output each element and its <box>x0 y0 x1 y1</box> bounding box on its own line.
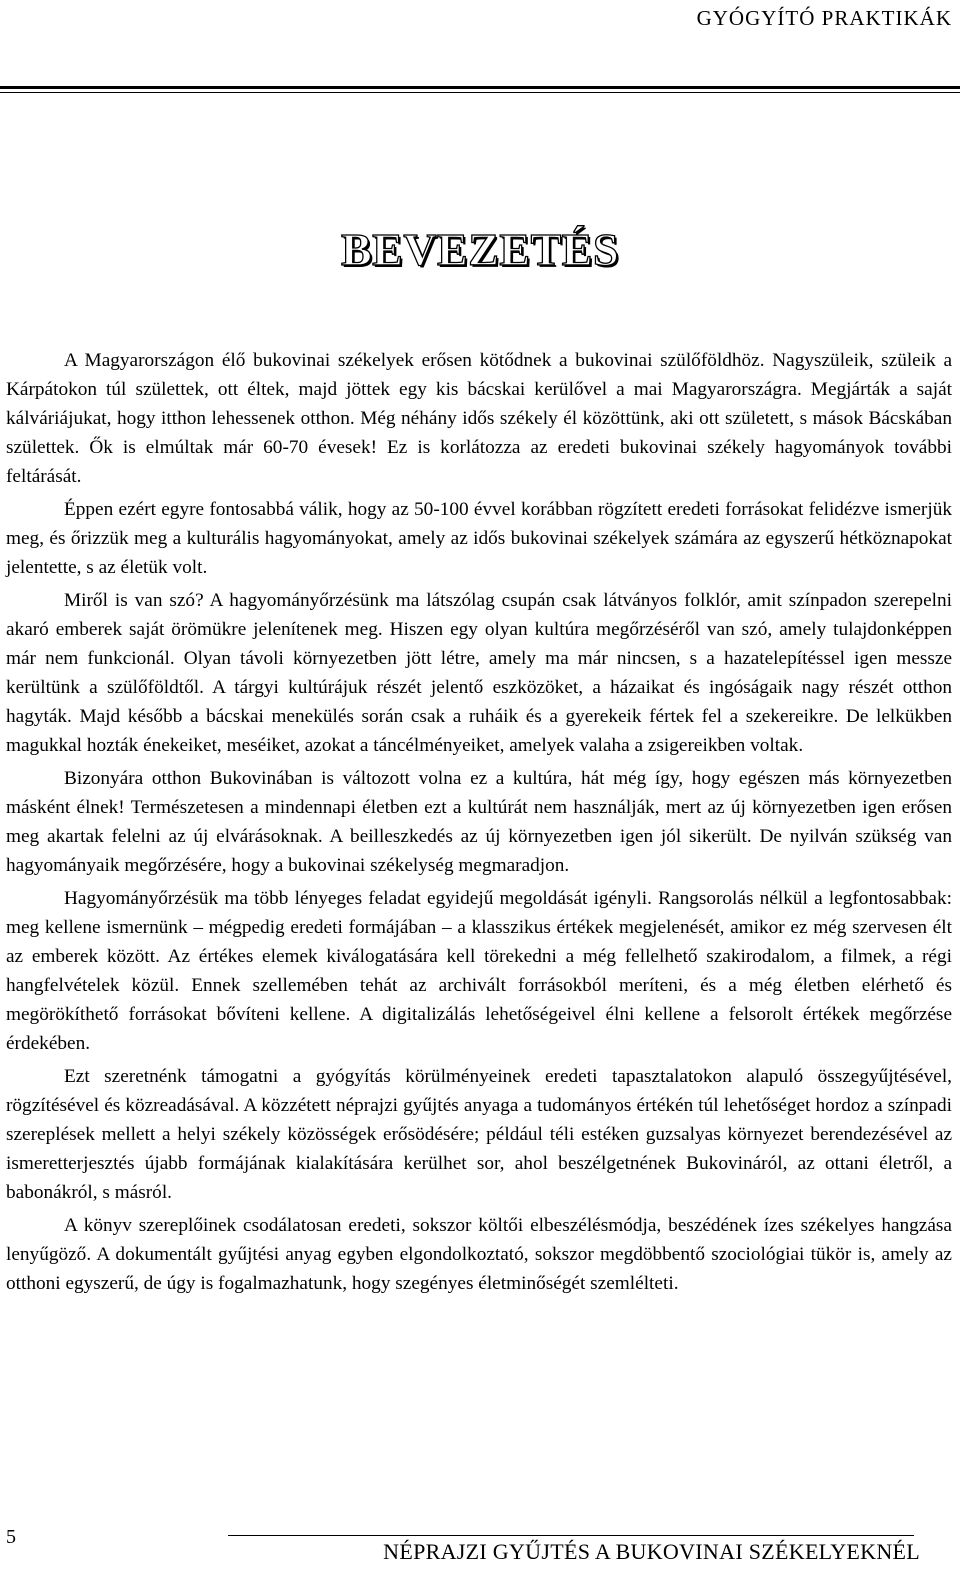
paragraph: A könyv szereplőinek csodálatosan eredeti, sokszor költői elbeszélésmódja, beszédének ízes székelyes hangzása lenyűgöző. A dokumentált gyűjtési anyag egyben elgondolkoztató, sokszor megdöbbentő szociológiai tükör is, amely az otthoni egyszerű, de úgy is fogalmazhatunk, hogy szegényes életminőségét szemlélteti. <box>6 1215 952 1294</box>
paragraph: Bizonyára otthon Bukovinában is változott volna ez a kultúra, hát még így, hogy egészen más környezetben másként élnek! Természetesen a mindennapi életben ezt a kultúrát nem használják, mert az új környezetben igen erősen meg akartak felelni az új elvárásoknak. A beilleszkedés az új környezetben igen jól sikerült. De nyilván szükség van hagyományaik megőrzésére, hogy a bukovinai székelység megmaradjon. <box>6 768 952 876</box>
paragraph: Miről is van szó? A hagyományőrzésünk ma látszólag csupán csak látványos folklór, amit színpadon szerepelni akaró emberek saját örömükre jelenítenek meg. Hiszen egy olyan kultúra megőrzéséről van szó, amely tulajdonképpen már nem funkcionál. Olyan távoli környezetben jött létre, amely ma már nincsen, s a hazatelepítéssel igen messze kerültünk a szülőföldtől. A tárgyi kultúrájuk részét jelentő eszközöket, a házaikat és ingóságaik nagy részét otthon hagyták. Majd később a bácskai menekülés során csak a ruháik és a gyerekeik fértek fel a szekereikre. De lelkükben magukkal hozták énekeiket, meséiket, azokat a táncélményeiket, amelyek valaha a zsigereikben voltak. <box>6 590 952 756</box>
header-divider-thin <box>0 92 960 93</box>
running-header-title: GYÓGYÍTÓ PRAKTIKÁK <box>696 6 952 30</box>
page-number: 5 <box>6 1526 16 1548</box>
running-footer-title: NÉPRAJZI GYŰJTÉS A BUKOVINAI SZÉKELYEKNÉL <box>383 1539 920 1564</box>
footer-divider <box>228 1535 914 1536</box>
paragraph: Ezt szeretnénk támogatni a gyógyítás körülményeinek eredeti tapasztalatokon alapuló összegyűjtésével, rögzítésével és közreadásával. A közzétett néprajzi gyűjtés anyaga a tudományos értékén túl lehetőséget hordoz a színpadi szereplések mellett a helyi székely közösségek erősödésére; például téli estéken guzsalyas környezet berendezésével az ismeretterjesztés újabb formájának kialakítására kerülhet sor, ahol beszélgetnének Bukovináról, az ottani életről, a babonákról, s másról. <box>6 1066 952 1203</box>
paragraph: A Magyarországon élő bukovinai székelyek erősen kötődnek a bukovinai szülőföldhöz. Nagyszüleik, szüleik a Kárpátokon túl születtek, ott éltek, majd jöttek egy kis bácskai kerülővel a mai Magyarországra. Megjárták a saját kálváriájukat, hogy itthon lehessenek otthon. Még néhány idős székely él közöttünk, aki ott született, s mások Bácskában születtek. Ők is elmúltak már 60-70 évesek! Ez is korlátozza az eredeti bukovinai székely hagyományok további feltárását. <box>6 350 952 487</box>
chapter-title: BEVEZETÉS <box>340 224 620 275</box>
body-text <box>6 346 952 1302</box>
paragraph: Hagyományőrzésük ma több lényeges feladat egyidejű megoldását igényli. Rangsorolás nélkül a legfontosabbak: meg kellene ismernünk – mégpedig eredeti formájában – a klasszikus értékek megjelenését, amikor ez még szervesen élt az emberek között. Az értékes elemek kiválogatására kell törekedni a még fellelhető szakirodalom, a filmek, a régi hangfelvételek közül. Ennek szellemében tehát az archivált forrásokból meríteni, és a még életben elérhető és megörökíthető forrásokat bővíteni kellene. A digitalizálás lehetőségeivel élni kellene a felsorolt értékek megőrzése érdekében. <box>6 888 952 1054</box>
paragraph: Éppen ezért egyre fontosabbá válik, hogy az 50-100 évvel korábban rögzített eredeti forrásokat felidézve ismerjük meg, és őrizzük meg a kulturális hagyományokat, amely az idős bukovinai székelyek számára az egyszerű hétköznapokat jelentette, s az életük volt. <box>6 499 952 578</box>
header-divider-thick <box>0 86 960 89</box>
